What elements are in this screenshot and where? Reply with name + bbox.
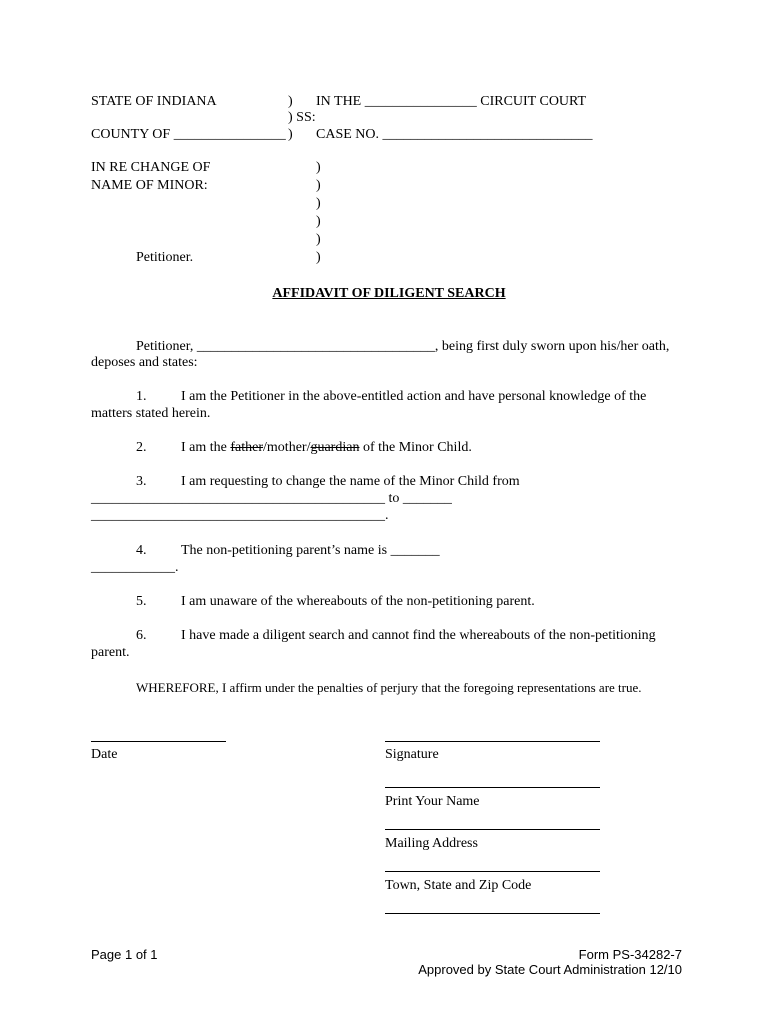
town-state-zip-label: Town, State and Zip Code <box>385 878 532 893</box>
print-name-label: Print Your Name <box>385 794 480 809</box>
item-text <box>181 440 472 456</box>
intro-line: deposes and states: <box>91 355 198 370</box>
caption-paren: ) <box>316 160 321 175</box>
item-text: I am requesting to change the name of the Minor Child from <box>181 474 520 489</box>
item-text-part: I am the <box>181 440 231 455</box>
item-text: The non-petitioning parent’s name is _______ <box>181 543 440 558</box>
caption-paren: ) <box>316 178 321 193</box>
town-state-zip-line <box>385 871 600 872</box>
signature-line <box>385 741 600 742</box>
item-text: I have made a diligent search and cannot find the whereabouts of the non-petitioning <box>181 628 656 643</box>
item-text: I am unaware of the whereabouts of the non-petitioning parent. <box>181 594 535 609</box>
approval-note: Approved by State Court Administration 12/10 <box>418 962 682 977</box>
item-text: __________________________________________. <box>91 508 389 523</box>
caption-paren: ) <box>288 94 293 109</box>
form-number: Form PS-34282-7 <box>578 947 682 962</box>
mailing-address-line <box>385 829 600 830</box>
in-re-label: IN RE CHANGE OF <box>91 160 211 175</box>
item-text: matters stated herein. <box>91 406 211 421</box>
item-text: ____________. <box>91 560 179 575</box>
caption-paren: ) <box>316 250 321 265</box>
name-of-minor-label: NAME OF MINOR: <box>91 178 208 193</box>
wherefore-clause: WHEREFORE, I affirm under the penalties of perjury that the foregoing representations are true. <box>136 680 642 695</box>
item-number: 6. <box>136 628 147 643</box>
item-number: 2. <box>136 440 147 455</box>
item-text: parent. <box>91 645 130 660</box>
struck-option: father <box>230 440 264 455</box>
caption-paren: ) <box>316 196 321 211</box>
item-text-part: of the Minor Child. <box>359 440 472 455</box>
intro-line: Petitioner, __________________________________, being first duly sworn upon his/her oath, <box>136 339 670 354</box>
document-title: AFFIDAVIT OF DILIGENT SEARCH <box>272 286 506 301</box>
page-number: Page 1 of 1 <box>91 947 158 962</box>
item-number: 3. <box>136 474 147 489</box>
petitioner-label: Petitioner. <box>136 250 194 265</box>
caption-paren: ) <box>288 127 293 142</box>
court-line: IN THE ________________ CIRCUIT COURT <box>316 94 587 109</box>
state-label: STATE OF INDIANA <box>91 94 217 109</box>
case-number-line: CASE NO. ______________________________ <box>316 127 593 142</box>
item-text: __________________________________________ to _______ <box>91 491 452 506</box>
date-line <box>91 741 226 742</box>
county-line: COUNTY OF ________________ <box>91 127 286 142</box>
print-name-line <box>385 787 600 788</box>
item-text: I am the Petitioner in the above-entitled action and have personal knowledge of the <box>181 389 647 404</box>
struck-option: guardian <box>310 440 360 455</box>
date-label: Date <box>91 747 118 762</box>
extra-signature-line <box>385 913 600 914</box>
caption-paren: ) <box>316 232 321 247</box>
ss-marker: ) SS: <box>288 110 316 125</box>
item-number: 1. <box>136 389 147 404</box>
signature-label: Signature <box>385 747 439 762</box>
item-number: 4. <box>136 543 147 558</box>
mailing-address-label: Mailing Address <box>385 836 478 851</box>
item-text-part: /mother/ <box>263 440 311 455</box>
caption-paren: ) <box>316 214 321 229</box>
item-number: 5. <box>136 594 147 609</box>
